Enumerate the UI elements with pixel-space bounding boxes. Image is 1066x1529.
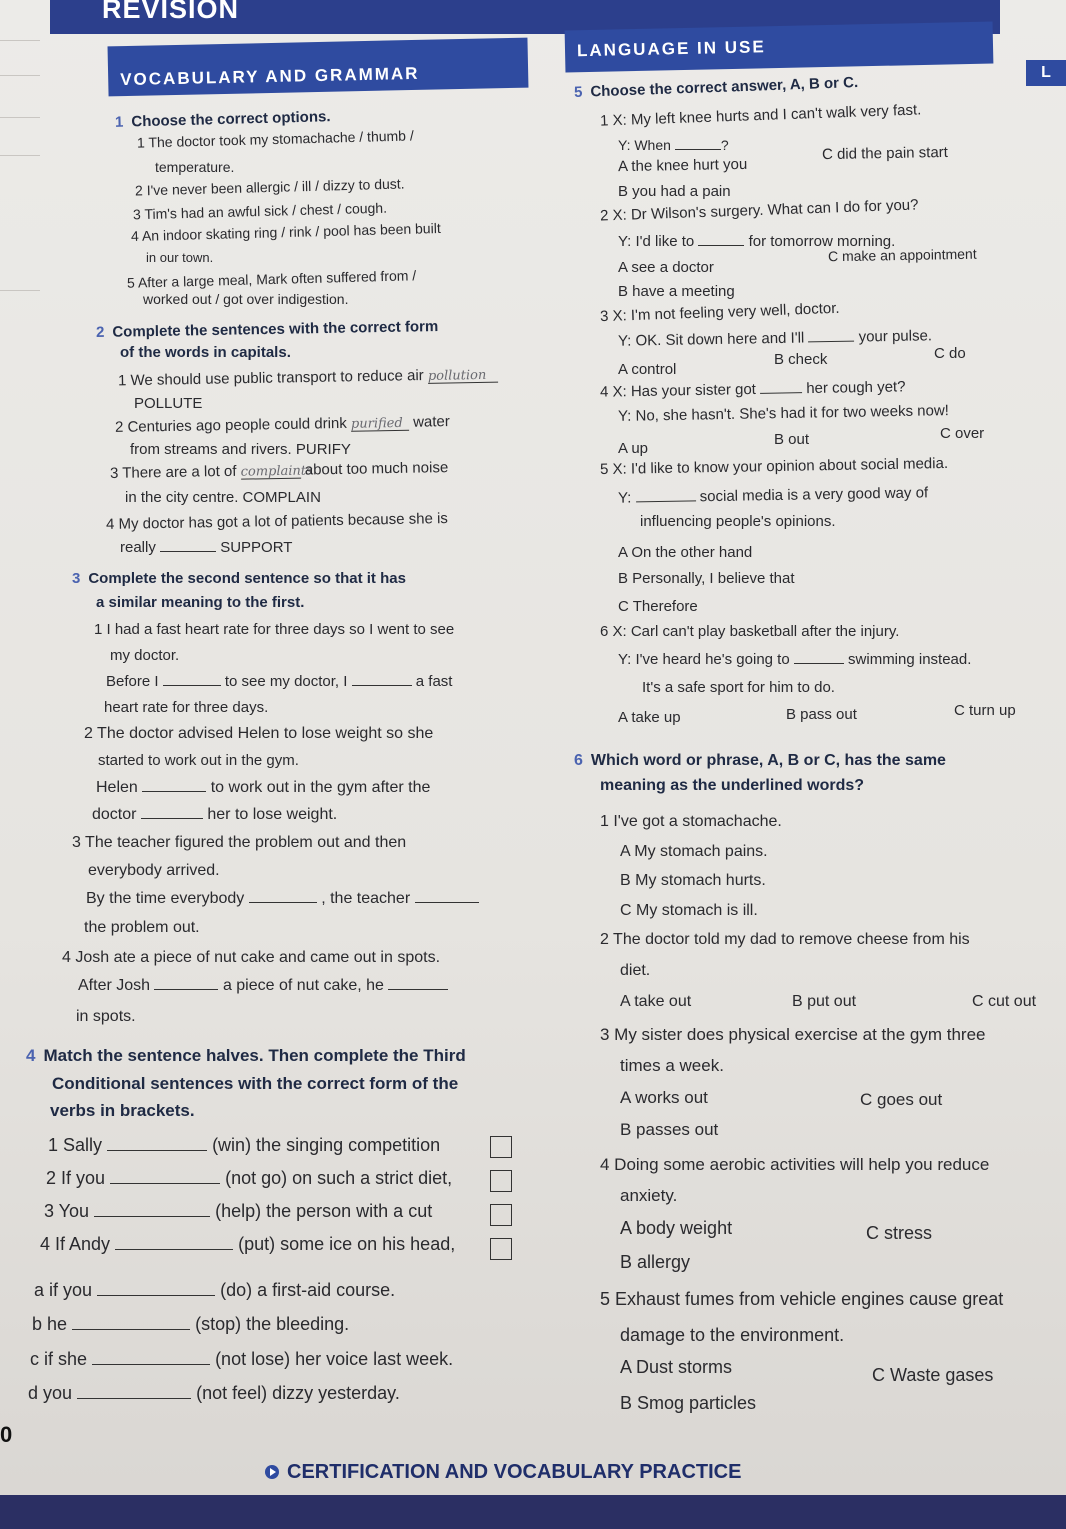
match-text: 3 You: [44, 1201, 90, 1221]
handwritten-answer: complaints: [240, 463, 313, 480]
match-second-half: [28, 1384, 400, 1402]
exercise-instruction: Choose the correct options.: [131, 108, 331, 131]
answer-blank[interactable]: [794, 663, 844, 664]
exercise-instruction: Match the sentence halves. Then complete the Third: [43, 1046, 466, 1065]
ex1-line: 1 The doctor took my stomachache / thumb /: [136, 127, 414, 151]
match-second-half: [34, 1281, 395, 1299]
ex3-line: in spots.: [76, 1008, 136, 1025]
ex3-text: Before I: [106, 673, 159, 690]
match-text: 1 Sally: [48, 1135, 103, 1155]
ex6-option: C cut out: [972, 993, 1037, 1010]
ex2-line: [110, 460, 448, 482]
ex6-option: A take out: [620, 993, 692, 1010]
match-answer-box[interactable]: [490, 1136, 512, 1158]
ex6-line: times a week.: [620, 1056, 724, 1075]
ex3-line: [86, 891, 479, 907]
match-answer-box[interactable]: [490, 1204, 512, 1226]
ex6-option: B put out: [792, 993, 857, 1010]
exercise-instruction: Complete the sentences with the correct form: [112, 318, 439, 341]
ex1-line: 2 I've never been allergic / ill / dizzy to dust.: [134, 175, 405, 199]
match-answer-box[interactable]: [490, 1238, 512, 1260]
match-text: (not lose) her voice last week.: [215, 1349, 454, 1369]
match-text: (do) a first-aid course.: [220, 1280, 396, 1300]
exercise-1-heading: [115, 109, 331, 130]
answer-blank[interactable]: [351, 415, 409, 432]
ex6-line: 1 I've got a stomachache.: [600, 813, 782, 830]
ex3-text: After Josh: [78, 977, 151, 994]
ex3-text: a piece of nut cake, he: [222, 977, 384, 994]
ex6-option: B Smog particles: [620, 1393, 757, 1413]
answer-blank[interactable]: [675, 149, 721, 150]
exercise-instruction: meaning as the underlined words?: [600, 777, 865, 794]
ex2-text: 2 Centuries ago people could drink: [114, 414, 347, 436]
ex3-line: 4 Josh ate a piece of nut cake and came out in spots.: [62, 949, 441, 966]
ex6-option: A works out: [620, 1088, 708, 1107]
answer-blank[interactable]: [92, 1364, 210, 1365]
answer-blank[interactable]: [110, 1183, 220, 1184]
answer-blank[interactable]: [160, 551, 216, 552]
exercise-instruction: Choose the correct answer, A, B or C.: [590, 74, 859, 101]
ex5-text: Y: OK. Sit down here and I'll: [617, 329, 805, 350]
match-text: d you: [28, 1383, 73, 1403]
ex6-option: C Waste gases: [872, 1365, 994, 1385]
ex6-option: A My stomach pains.: [620, 843, 768, 860]
exercise-instruction: Which word or phrase, A, B or C, has the same: [590, 752, 946, 769]
match-text: (not feel) dizzy yesterday.: [196, 1383, 400, 1403]
ex5-option: B you had a pain: [618, 183, 731, 200]
ex3-text: to see my doctor, I: [224, 673, 348, 690]
exercise-2-heading: [96, 319, 438, 340]
ex5-option: B out: [774, 431, 810, 448]
match-first-half: [46, 1169, 452, 1187]
ex3-text: a fast: [415, 673, 453, 690]
answer-blank[interactable]: [94, 1216, 210, 1217]
ex1-line: 4 An indoor skating ring / rink / pool has been built: [130, 219, 441, 245]
exercise-number: 1: [114, 113, 124, 131]
answer-blank[interactable]: [77, 1398, 191, 1399]
ex6-line: diet.: [620, 962, 651, 979]
ex6-option: C goes out: [860, 1090, 943, 1109]
ex5-text: your pulse.: [858, 327, 933, 346]
match-second-half: [30, 1350, 453, 1368]
answer-blank[interactable]: [636, 500, 696, 502]
ex5-line: [618, 652, 971, 667]
ex6-line: 4 Doing some aerobic activities will help you reduce: [600, 1155, 990, 1174]
ex6-option: C stress: [866, 1223, 933, 1243]
match-text: 4 If Andy: [40, 1234, 111, 1254]
ex2-text: really: [120, 539, 156, 556]
ex1-line: 3 Tim's had an awful sick / chest / cough.: [132, 199, 388, 223]
ex5-option: A the knee hurt you: [617, 155, 748, 176]
exercise-6-heading: [574, 753, 946, 769]
ex5-line: [618, 138, 729, 152]
ex2-text: 1 We should use public transport to reduce air: [117, 366, 424, 390]
match-text: b he: [32, 1314, 68, 1334]
handwritten-answer: pollution: [427, 367, 487, 384]
ex1-line: in our town.: [146, 250, 214, 265]
ex3-line: everybody arrived.: [88, 862, 220, 879]
certification-title: CERTIFICATION AND VOCABULARY PRACTICE: [287, 1460, 742, 1483]
ex5-text: 4 X: Has your sister got: [599, 380, 757, 401]
ex3-text: By the time everybody: [86, 890, 245, 907]
bottom-strip: [0, 1495, 1066, 1529]
match-text: c if she: [30, 1349, 88, 1369]
match-text: 2 If you: [46, 1168, 106, 1188]
ex3-line: 3 The teacher figured the problem out and then: [72, 834, 407, 851]
ex6-option: B allergy: [620, 1252, 691, 1272]
ex1-line: worked out / got over indigestion.: [143, 291, 349, 307]
ex5-option: B check: [774, 351, 828, 368]
match-first-half: [48, 1136, 440, 1154]
ex5-option: C turn up: [954, 702, 1016, 719]
certification-footer: [265, 1452, 785, 1492]
ex5-line: [600, 379, 906, 399]
ex1-line: 5 After a large meal, Mark often suffered from /: [126, 267, 417, 291]
ex5-option: A On the other hand: [618, 544, 753, 561]
ex3-line: my doctor.: [110, 647, 180, 664]
ex6-option: B My stomach hurts.: [620, 872, 766, 889]
ex2-line: [118, 367, 498, 390]
exercise-instruction: Complete the second sentence so that it has: [88, 570, 406, 587]
answer-blank[interactable]: [107, 1150, 207, 1151]
ex5-text: Y:: [617, 489, 632, 507]
ex5-option: C Therefore: [618, 598, 698, 615]
handwritten-answer: purified: [350, 415, 403, 432]
exercise-4-heading: [26, 1047, 466, 1064]
answer-blank[interactable]: [249, 902, 317, 903]
ex2-line: [115, 414, 450, 436]
match-second-half: [32, 1315, 349, 1333]
exercise-5-heading: [574, 75, 859, 100]
answer-blank[interactable]: [240, 463, 313, 480]
ex5-option: A take up: [618, 709, 681, 726]
ex5-line: 2 X: Dr Wilson's surgery. What can I do for you?: [599, 196, 919, 225]
answer-blank[interactable]: [352, 685, 412, 686]
ex3-text: , the teacher: [321, 890, 411, 907]
match-text: (not go) on such a strict diet,: [225, 1168, 453, 1188]
match-text: (win) the singing competition: [212, 1135, 441, 1155]
answer-blank[interactable]: [141, 818, 203, 819]
ex5-option: A up: [618, 440, 649, 457]
exercise-instruction: Conditional sentences with the correct form of the: [52, 1074, 459, 1093]
ex5-line: 3 X: I'm not feeling very well, doctor.: [599, 299, 840, 326]
exercise-number: 6: [574, 752, 583, 769]
ex5-text: her cough yet?: [806, 378, 906, 398]
match-text: (help) the person with a cut: [215, 1201, 433, 1221]
ex3-line: [78, 978, 448, 994]
ex5-line: [618, 328, 932, 348]
left-column: [0, 0, 560, 1440]
ex5-text: Y: When: [618, 137, 671, 153]
exercise-number: 2: [95, 323, 105, 341]
ex6-option: C My stomach is ill.: [620, 902, 758, 919]
match-answer-box[interactable]: [490, 1170, 512, 1192]
section-language-in-use: LANGUAGE IN USE: [565, 22, 994, 73]
match-first-half: [44, 1202, 432, 1220]
ex3-line: [96, 780, 430, 796]
answer-blank[interactable]: [415, 902, 479, 903]
ex3-text: doctor: [92, 806, 137, 823]
page-title: REVISION: [102, 0, 240, 24]
ex3-line: 2 The doctor advised Helen to lose weight so she: [84, 725, 434, 742]
ex3-line: started to work out in the gym.: [98, 752, 299, 769]
ex5-option: B have a meeting: [618, 283, 735, 300]
corner-tab: L: [1026, 60, 1066, 86]
answer-blank[interactable]: [154, 989, 218, 990]
answer-blank[interactable]: [115, 1249, 233, 1250]
exercise-3-heading: [72, 571, 406, 586]
ex6-line: damage to the environment.: [620, 1325, 845, 1345]
ex3-line: [92, 807, 337, 823]
ex5-line: It's a safe sport for him to do.: [642, 679, 835, 696]
ex5-option: C make an appointment: [827, 245, 977, 265]
exercise-instruction: of the words in capitals.: [120, 344, 291, 361]
section-vocabulary-grammar: VOCABULARY AND GRAMMAR: [108, 38, 529, 97]
ex5-line: 6 X: Carl can't play basketball after the injury.: [600, 623, 900, 640]
ex3-line: [106, 674, 452, 689]
play-circle-icon: [265, 1465, 279, 1479]
answer-blank[interactable]: [760, 392, 802, 394]
ex5-text: for tomorrow morning.: [748, 233, 896, 250]
ex3-line: 1 I had a fast heart rate for three days so I went to see: [94, 621, 455, 638]
ex5-text: ?: [720, 137, 729, 153]
match-first-half: [40, 1235, 455, 1253]
answer-blank[interactable]: [72, 1329, 190, 1330]
exercise-instruction: a similar meaning to the first.: [96, 594, 305, 611]
ex2-line: [120, 540, 292, 555]
ex6-line: anxiety.: [620, 1186, 678, 1205]
ex3-line: the problem out.: [84, 919, 200, 936]
ex5-option: C do: [934, 345, 966, 362]
ex5-line: 1 X: My left knee hurts and I can't walk very fast.: [599, 101, 922, 130]
ex2-line: in the city centre. COMPLAIN: [125, 489, 321, 506]
ex3-line: heart rate for three days.: [104, 699, 269, 716]
ex5-option: A control: [618, 361, 677, 378]
exercise-number: 4: [26, 1046, 36, 1065]
answer-blank[interactable]: [428, 367, 498, 384]
ex5-text: Y: I've heard he's going to: [618, 651, 790, 668]
exercise-number: 3: [72, 570, 81, 587]
match-text: a if you: [34, 1280, 93, 1300]
ex3-text: her to lose weight.: [207, 806, 338, 823]
answer-blank[interactable]: [163, 685, 221, 686]
answer-blank[interactable]: [142, 791, 206, 792]
ex6-option: B passes out: [620, 1120, 719, 1139]
ex2-text: SUPPORT: [220, 539, 293, 556]
ex5-text: social media is a very good way of: [699, 484, 929, 506]
ex6-option: A Dust storms: [620, 1357, 733, 1377]
answer-blank[interactable]: [97, 1295, 215, 1296]
ex3-text: to work out in the gym after the: [210, 779, 431, 796]
answer-blank[interactable]: [388, 989, 448, 990]
ex5-line: 5 X: I'd like to know your opinion about social media.: [599, 454, 949, 479]
ex5-option: A see a doctor: [618, 259, 714, 276]
ex2-text: water: [412, 413, 450, 431]
ex5-line: [618, 234, 895, 249]
ex5-text: Y: I'd like to: [618, 233, 695, 250]
ex6-option: A body weight: [620, 1218, 733, 1238]
ex6-line: 3 My sister does physical exercise at the gym three: [600, 1025, 986, 1044]
ex2-text: 3 There are a lot of: [109, 462, 237, 482]
answer-blank[interactable]: [809, 341, 855, 343]
ex2-text: about too much noise: [304, 459, 449, 479]
ex5-line: influencing people's opinions.: [640, 513, 836, 530]
match-text: (stop) the bleeding.: [195, 1314, 350, 1334]
ex6-line: 5 Exhaust fumes from vehicle engines cause great: [600, 1289, 1004, 1309]
page-number: 0: [0, 1422, 13, 1447]
ex5-option: C did the pain start: [821, 143, 949, 164]
match-text: (put) some ice on his head,: [238, 1234, 456, 1254]
ex2-line: 4 My doctor has got a lot of patients because she is: [105, 510, 448, 533]
ex5-text: swimming instead.: [848, 651, 972, 668]
exercise-number: 5: [573, 83, 583, 101]
ex2-line: POLLUTE: [134, 395, 203, 412]
ex5-line: [618, 485, 928, 505]
ex5-option: B pass out: [786, 706, 857, 723]
answer-blank[interactable]: [698, 245, 744, 246]
ex5-option: B Personally, I believe that: [618, 570, 795, 587]
exercise-instruction: verbs in brackets.: [50, 1101, 195, 1120]
ex3-text: Helen: [96, 779, 138, 796]
ex6-line: 2 The doctor told my dad to remove cheese from his: [600, 931, 970, 948]
ex5-option: C over: [940, 425, 985, 442]
ex1-line: temperature.: [155, 159, 235, 175]
ex5-line: Y: No, she hasn't. She's had it for two weeks now!: [617, 402, 950, 425]
ex2-line: from streams and rivers. PURIFY: [130, 441, 351, 458]
right-column: [560, 0, 1066, 1440]
